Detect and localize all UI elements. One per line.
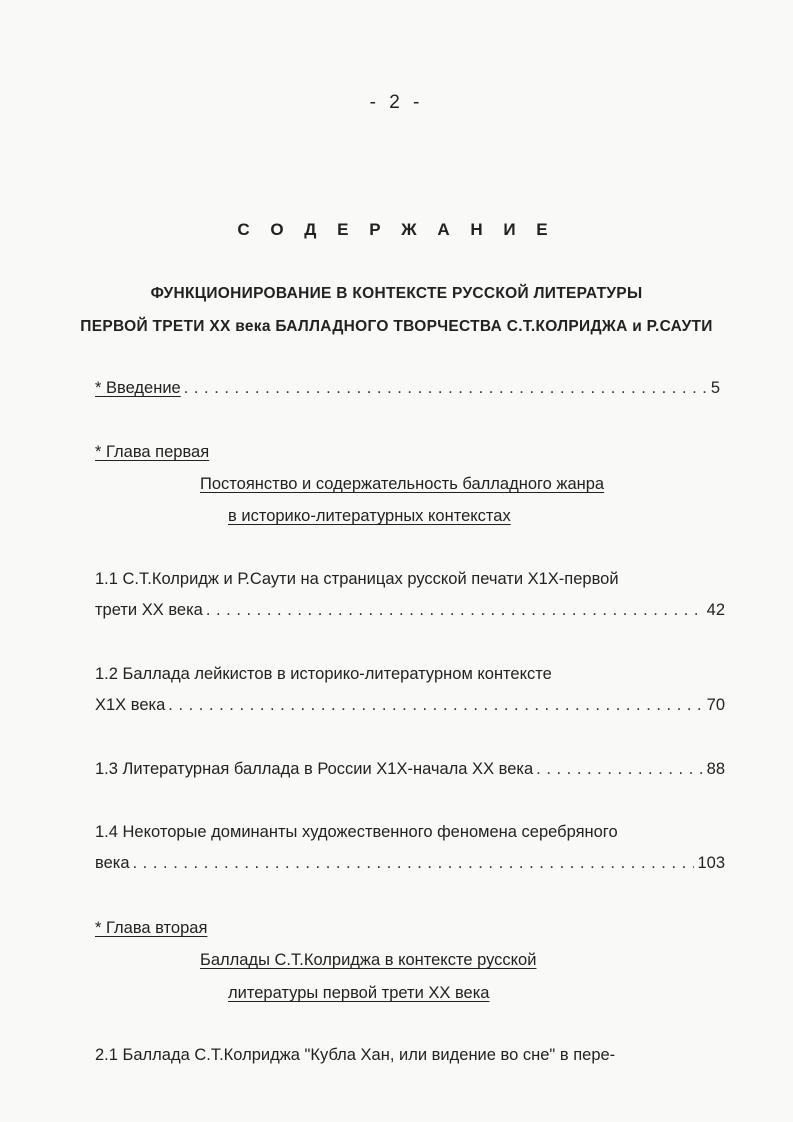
section-2-1-line-1: 2.1 Баллада С.Т.Колриджа "Кубла Хан, или видение во сне" в пере- (95, 1046, 616, 1064)
chapter-2-label: * Глава вторая (95, 919, 208, 937)
section-1-3-page: 88 (706, 760, 725, 778)
main-heading-line-1: ФУНКЦИОНИРОВАНИЕ В КОНТЕКСТЕ РУССКОЙ ЛИТЕРАТУРЫ (150, 285, 643, 302)
chapter-1-title-line-2: в историко-литературных контекстах (228, 507, 511, 525)
section-1-4-entry (95, 854, 725, 873)
dot-leader (206, 601, 704, 620)
section-1-1-line-1: 1.1 С.Т.Колридж и Р.Саути на страницах русской печати X1X-первой (95, 570, 619, 588)
section-1-3-line-1: 1.3 Литературная баллада в России X1X-начала XX века (95, 760, 534, 778)
section-1-2-entry (95, 696, 725, 715)
intro-label: * Введение (95, 379, 181, 397)
section-1-3-entry (95, 760, 725, 779)
chapter-2-title-line-2: литературы первой трети XX века (228, 984, 490, 1002)
dot-leader (133, 854, 695, 873)
section-1-2-line-2: X1X века (95, 696, 166, 714)
page-number: - 2 - (369, 92, 424, 113)
dot-leader (536, 760, 703, 779)
section-1-4-page: 103 (697, 854, 725, 872)
toc-title: С О Д Е Р Ж А Н И Е (237, 220, 556, 239)
toc-entry-intro (95, 379, 720, 398)
section-1-2-page: 70 (706, 696, 725, 714)
section-1-4-line-1: 1.4 Некоторые доминанты художественного феномена серебряного (95, 823, 618, 841)
main-heading-line-2: ПЕРВОЙ ТРЕТИ XX века БАЛЛАДНОГО ТВОРЧЕСТВА С.Т.КОЛРИДЖА и Р.САУТИ (80, 318, 713, 335)
chapter-2-title-line-1: Баллады С.Т.Колриджа в контексте русской (200, 951, 537, 969)
section-1-1-page: 42 (706, 601, 725, 619)
chapter-1-title-line-1: Постоянство и содержательность балладного жанра (200, 475, 605, 493)
section-1-2-line-1: 1.2 Баллада лейкистов в историко-литературном контексте (95, 665, 552, 683)
intro-page: 5 (710, 379, 720, 397)
dot-leader (184, 379, 708, 398)
section-1-4-line-2: века (95, 854, 130, 872)
chapter-1-label: * Глава первая (95, 443, 210, 461)
section-1-1-line-2: трети XX века (95, 601, 203, 619)
section-1-1-entry (95, 601, 725, 620)
dot-leader (168, 696, 703, 715)
